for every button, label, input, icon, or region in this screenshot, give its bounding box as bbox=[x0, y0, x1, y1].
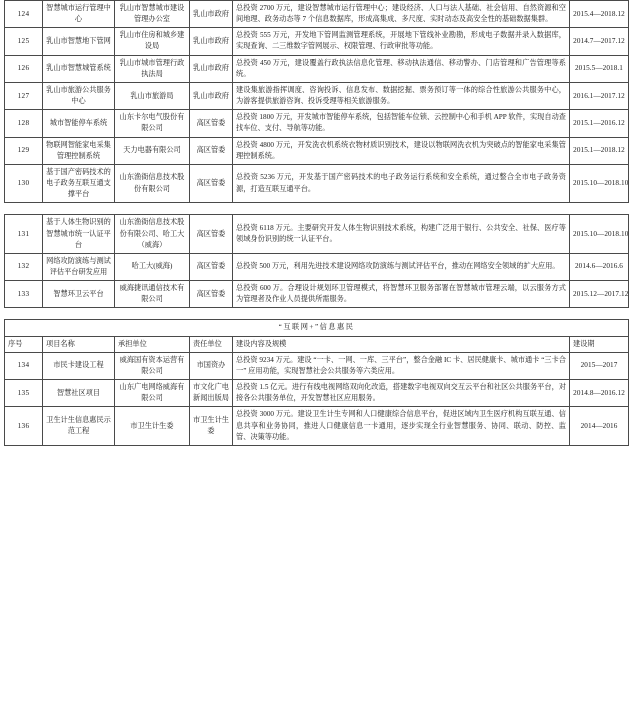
table-body-internet-plus bbox=[5, 320, 629, 445]
cell-project-name: 乳山市智慧城管系统 bbox=[43, 55, 115, 82]
cell-project-name: 基于国产密码技术的电子政务互联互通支撑平台 bbox=[43, 164, 115, 202]
cell-responsible: 高区管委 bbox=[190, 281, 233, 308]
cell-period: 2015.10—2018.10 bbox=[570, 164, 629, 202]
cell-period: 2014.8—2016.12 bbox=[570, 380, 629, 407]
cell-responsible: 高区管委 bbox=[190, 110, 233, 137]
cell-project-name: 城市智能停车系统 bbox=[43, 110, 115, 137]
cell-undertaker: 乳山市旅游局 bbox=[115, 82, 190, 109]
table-row bbox=[5, 407, 629, 445]
table-row bbox=[5, 137, 629, 164]
cell-responsible: 高区管委 bbox=[190, 164, 233, 202]
section-banner-row bbox=[5, 320, 629, 336]
cell-responsible: 高区管委 bbox=[190, 137, 233, 164]
table-gap-divider-2 bbox=[4, 308, 628, 319]
cell-project-name: 物联网智能家电采集管理控制系统 bbox=[43, 137, 115, 164]
cell-period: 2015.1—2018.12 bbox=[570, 137, 629, 164]
cell-period: 2015—2017 bbox=[570, 352, 629, 379]
cell-content: 总投资 600 万。合理设计规划环卫管理模式，将智慧环卫服务部署在智慧城市管理云端，以云服务方式为管理者及作业人员提供所需服务。 bbox=[233, 281, 570, 308]
table-row bbox=[5, 253, 629, 280]
table-row bbox=[5, 215, 629, 253]
cell-seq: 133 bbox=[5, 281, 43, 308]
column-header-period: 建设期 bbox=[570, 336, 629, 352]
cell-seq: 130 bbox=[5, 164, 43, 202]
table-header-row bbox=[5, 336, 629, 352]
table-row bbox=[5, 110, 629, 137]
cell-seq: 134 bbox=[5, 352, 43, 379]
cell-seq: 126 bbox=[5, 55, 43, 82]
cell-content: 建设集旅游指挥调度、咨询投诉、信息发布、数据挖掘、票务预订等一体的综合性旅游公共服务中心，为游客提供旅游咨询、投诉受理等相关旅游服务。 bbox=[233, 82, 570, 109]
cell-project-name: 智慧社区项目 bbox=[43, 380, 115, 407]
cell-period: 2015.1—2016.12 bbox=[570, 110, 629, 137]
projects-table-top bbox=[4, 0, 629, 203]
cell-period: 2015.4—2018.12 bbox=[570, 1, 629, 28]
cell-responsible: 乳山市政府 bbox=[190, 82, 233, 109]
cell-content: 总投资 9234 万元。建设 “一卡、一网、一库、三平台”，整合金融 IC 卡、居民健康卡、城市通卡 “三卡合一” 应用功能，实现智慧社会公共服务等六类应用。 bbox=[233, 352, 570, 379]
cell-content: 总投资 450 万元，建设覆盖行政执法信息化管理、移动执法通信、移动警办、门店管理和广告管理等系统。 bbox=[233, 55, 570, 82]
cell-content: 总投资 1.5 亿元。进行有线电视网络双向化改造，搭建数字电视双向交互云平台和社区公共服务平台，对接各公共服务单位，开发智慧社区应用服务。 bbox=[233, 380, 570, 407]
cell-content: 总投资 2700 万元，建设智慧城市运行管理中心；建设经济、人口与法人基础、社会信用、自然资源和空间地理、政务动态等 7 个信息数据库，形成高集成、多尺度、实时动态及高安全性的基础数据集群。 bbox=[233, 1, 570, 28]
cell-content: 总投资 1800 万元，开发城市智能停车系统，包括智能车位锁、云控制中心和手机 APP 软件，实现自动查找车位、支付、导航等功能。 bbox=[233, 110, 570, 137]
cell-project-name: 智慧城市运行管理中心 bbox=[43, 1, 115, 28]
cell-responsible: 高区管委 bbox=[190, 253, 233, 280]
cell-content: 总投资 4800 万元，开发洗衣机系统衣物材质识别技术，建设以物联网洗衣机为突破点的智能家电采集管理控制系统。 bbox=[233, 137, 570, 164]
cell-project-name: 市民卡建设工程 bbox=[43, 352, 115, 379]
cell-undertaker: 乳山市智慧城市建设管理办公室 bbox=[115, 1, 190, 28]
table-row bbox=[5, 164, 629, 202]
cell-undertaker: 山东渔衙信息技术股份有限公司、哈工大（威海） bbox=[115, 215, 190, 253]
cell-seq: 131 bbox=[5, 215, 43, 253]
section-title-internet-plus: “互联网+”信息惠民 bbox=[5, 320, 629, 336]
cell-period: 2014.7—2017.12 bbox=[570, 28, 629, 55]
cell-undertaker: 乳山市住房和城乡建设局 bbox=[115, 28, 190, 55]
cell-responsible: 乳山市政府 bbox=[190, 55, 233, 82]
cell-undertaker: 威海国有资本运营有限公司 bbox=[115, 352, 190, 379]
cell-period: 2015.12—2017.12 bbox=[570, 281, 629, 308]
cell-responsible: 市卫生计生委 bbox=[190, 407, 233, 445]
cell-seq: 128 bbox=[5, 110, 43, 137]
cell-undertaker: 山东广电网络威海有限公司 bbox=[115, 380, 190, 407]
cell-project-name: 乳山市智慧地下管网 bbox=[43, 28, 115, 55]
cell-project-name: 卫生计生信息惠民示范工程 bbox=[43, 407, 115, 445]
cell-seq: 129 bbox=[5, 137, 43, 164]
projects-table-internet-plus bbox=[4, 319, 629, 445]
table-row bbox=[5, 380, 629, 407]
cell-undertaker: 山东渔衙信息技术股份有限公司 bbox=[115, 164, 190, 202]
cell-content: 总投资 3000 万元。建设卫生计生专网和人口健康综合信息平台，促进区域内卫生医疗机构互联互通、信息共享和业务协同，推进人口健康信息一卡通用，逐步实现全行业智慧服务、协同、联动、防控、监管、决策等功能。 bbox=[233, 407, 570, 445]
cell-period: 2016.1—2017.12 bbox=[570, 82, 629, 109]
table-block-middle bbox=[0, 214, 632, 308]
cell-seq: 132 bbox=[5, 253, 43, 280]
table-body-top bbox=[5, 1, 629, 203]
cell-content: 总投资 500 万元，利用先进技术建设网络攻防演练与测试评估平台，推动在网络安全领域的扩大应用。 bbox=[233, 253, 570, 280]
cell-period: 2015.10—2018.10 bbox=[570, 215, 629, 253]
cell-period: 2014.6—2016.6 bbox=[570, 253, 629, 280]
cell-undertaker: 威海捷讯通信技术有限公司 bbox=[115, 281, 190, 308]
cell-undertaker: 山东卡尔电气股份有限公司 bbox=[115, 110, 190, 137]
cell-project-name: 网络攻防演练与测试评估平台研发应用 bbox=[43, 253, 115, 280]
cell-seq: 124 bbox=[5, 1, 43, 28]
table-block-internet-plus bbox=[0, 319, 632, 445]
table-gap-divider bbox=[4, 203, 628, 214]
table-row bbox=[5, 1, 629, 28]
cell-period: 2015.5—2018.1 bbox=[570, 55, 629, 82]
cell-seq: 127 bbox=[5, 82, 43, 109]
column-header-content: 建设内容及规模 bbox=[233, 336, 570, 352]
table-row bbox=[5, 28, 629, 55]
table-row bbox=[5, 281, 629, 308]
cell-project-name: 智慧环卫云平台 bbox=[43, 281, 115, 308]
cell-responsible: 高区管委 bbox=[190, 215, 233, 253]
cell-undertaker: 哈工大(威海) bbox=[115, 253, 190, 280]
cell-content: 总投资 555 万元，开发地下管网监测管理系统，开展地下管线补业勘勘，形成电子数据并录入数据库，实现查询、二三维数字管网展示、权限管理、行政审批等功能。 bbox=[233, 28, 570, 55]
column-header-name: 项目名称 bbox=[43, 336, 115, 352]
column-header-seq: 序号 bbox=[5, 336, 43, 352]
cell-responsible: 市文化广电新闻出版局 bbox=[190, 380, 233, 407]
cell-undertaker: 乳山市城市管理行政执法局 bbox=[115, 55, 190, 82]
projects-table-middle bbox=[4, 214, 629, 308]
cell-seq: 135 bbox=[5, 380, 43, 407]
table-body-middle bbox=[5, 215, 629, 308]
cell-seq: 125 bbox=[5, 28, 43, 55]
cell-responsible: 乳山市政府 bbox=[190, 28, 233, 55]
cell-undertaker: 天力电器有限公司 bbox=[115, 137, 190, 164]
cell-undertaker: 市卫生计生委 bbox=[115, 407, 190, 445]
cell-content: 总投资 5236 万元，开发基于国产密码技术的电子政务运行系统和安全系统，通过整合全市电子政务资源，打造互联互通平台。 bbox=[233, 164, 570, 202]
column-header-responsible: 责任单位 bbox=[190, 336, 233, 352]
cell-seq: 136 bbox=[5, 407, 43, 445]
cell-project-name: 乳山市旅游公共服务中心 bbox=[43, 82, 115, 109]
table-row bbox=[5, 352, 629, 379]
table-row bbox=[5, 55, 629, 82]
cell-responsible: 乳山市政府 bbox=[190, 1, 233, 28]
cell-project-name: 基于人体生物识别的智慧城市统一认证平台 bbox=[43, 215, 115, 253]
cell-period: 2014—2016 bbox=[570, 407, 629, 445]
table-row bbox=[5, 82, 629, 109]
cell-content: 总投资 6118 万元。主要研究开发人体生物识别技术系统，构建广泛用于银行、公共安全、社保、医疗等领域身份识别的统一认证平台。 bbox=[233, 215, 570, 253]
table-block-top bbox=[0, 0, 632, 203]
cell-responsible: 市国资办 bbox=[190, 352, 233, 379]
column-header-undertaker: 承担单位 bbox=[115, 336, 190, 352]
